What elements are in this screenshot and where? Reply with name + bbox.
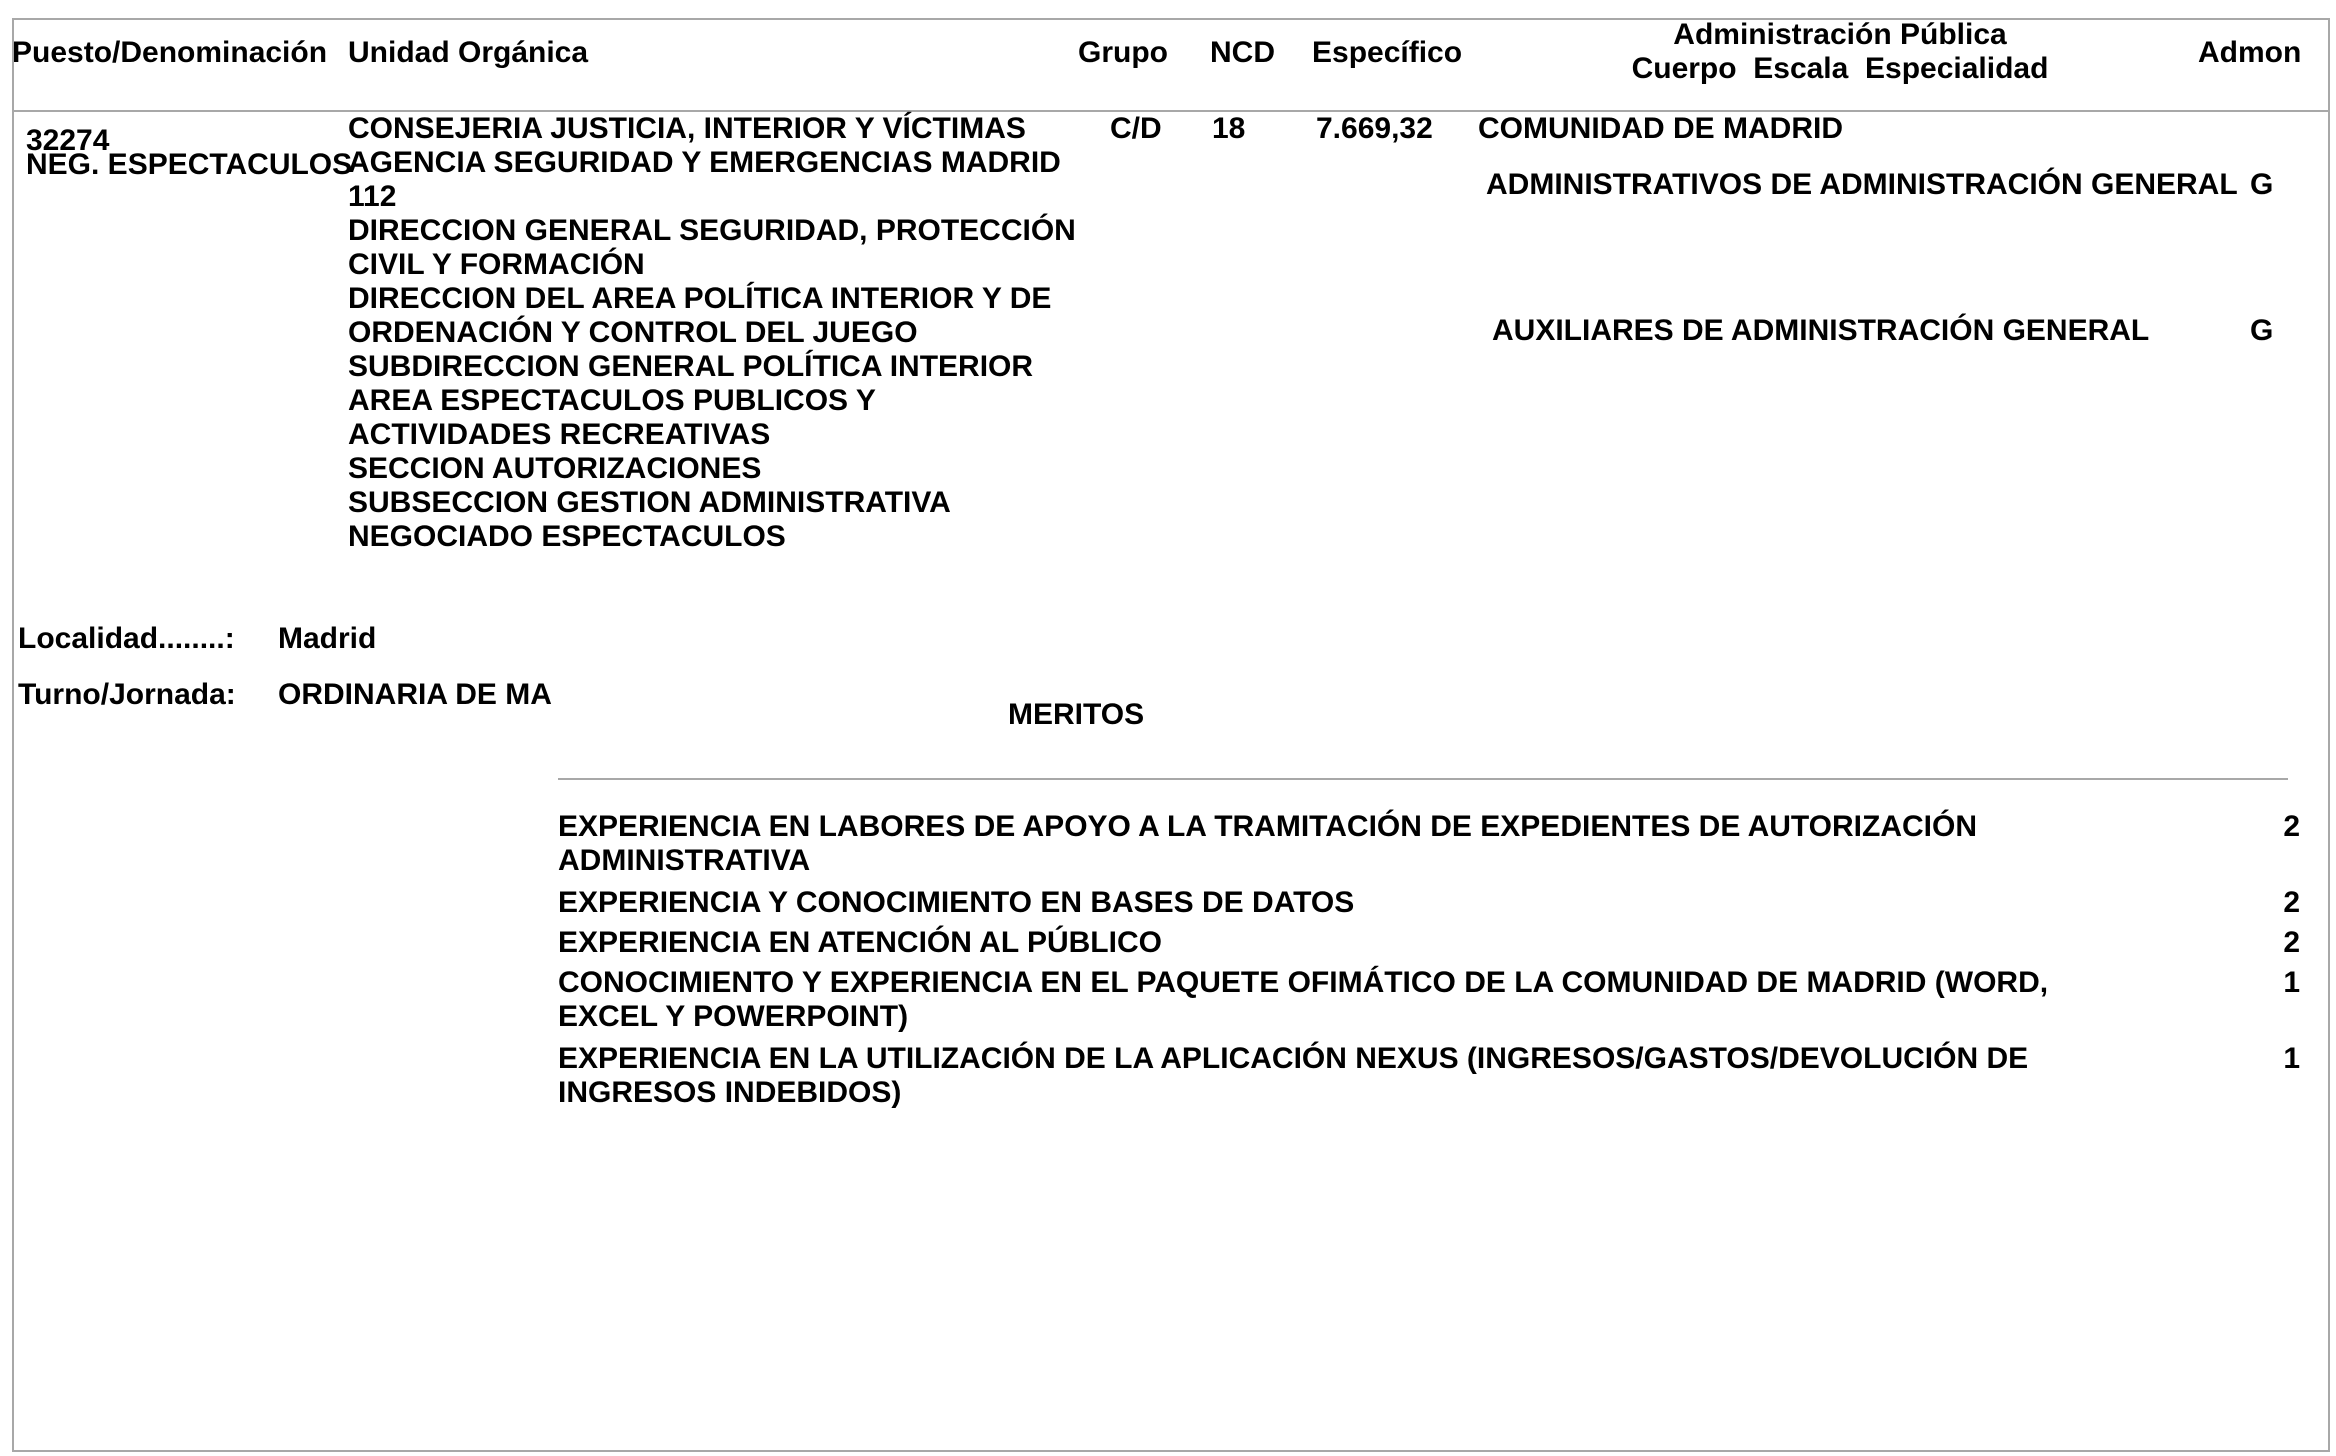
merito-score: 1 [2283,1042,2300,1075]
merito-score: 2 [2283,926,2300,959]
cuerpo-nombre: AUXILIARES DE ADMINISTRACIÓN GENERAL [1492,314,2150,347]
merito-text: CONOCIMIENTO Y EXPERIENCIA EN EL PAQUETE OFIMÁTICO DE LA COMUNIDAD DE MADRID (WORD, EXCEL Y POWERPOINT) [558,966,2049,1033]
unidad-organica [348,112,1076,554]
puesto-denominacion: NEG. ESPECTACULOS [26,148,353,181]
cuerpo-admon: G [2250,168,2274,201]
puesto-ncd: 18 [1212,112,1246,145]
merito-text: EXPERIENCIA EN LABORES DE APOYO A LA TRAMITACIÓN DE EXPEDIENTES DE AUTORIZACIÓN ADMINISTRATIVA [558,810,1978,877]
merito-score: 1 [2283,966,2300,999]
meritos-separator [558,778,2288,780]
unidad-line: DIRECCION GENERAL SEGURIDAD, PROTECCIÓN [348,214,1076,247]
merito-score: 2 [2283,886,2300,919]
puesto-administracion: COMUNIDAD DE MADRID [1478,112,1843,145]
header-ncd: NCD [1210,36,1275,69]
unidad-line: ORDENACIÓN Y CONTROL DEL JUEGO [348,316,918,349]
header-unidad: Unidad Orgánica [348,36,589,69]
unidad-line: AGENCIA SEGURIDAD Y EMERGENCIAS MADRID [348,146,1061,179]
puesto-especifico: 7.669,32 [1316,112,1433,145]
puesto-grupo: C/D [1110,112,1162,145]
unidad-line: AREA ESPECTACULOS PUBLICOS Y [348,384,876,417]
header-cuerpo-escala: Cuerpo Escala Especialidad [1631,52,2049,85]
meritos-title: MERITOS [1008,698,1145,731]
merito-text: EXPERIENCIA EN ATENCIÓN AL PÚBLICO [558,926,1162,959]
merito-score: 2 [2283,810,2300,843]
merito-text: EXPERIENCIA EN LA UTILIZACIÓN DE LA APLICACIÓN NEXUS (INGRESOS/GASTOS/DEVOLUCIÓN DE INGRESOS INDEBIDOS) [558,1042,2029,1109]
header-puesto: Puesto/Denominación [12,36,328,69]
localidad-label: Localidad........: [18,622,235,655]
unidad-line: SECCION AUTORIZACIONES [348,452,762,485]
unidad-line: SUBDIRECCION GENERAL POLÍTICA INTERIOR [348,350,1034,383]
header-especifico: Específico [1312,36,1463,69]
turno-label: Turno/Jornada: [18,678,236,711]
cuerpo-admon: G [2250,314,2274,347]
localidad-value: Madrid [278,622,377,655]
unidad-line: SUBSECCION GESTION ADMINISTRATIVA [348,486,951,519]
merito-text: EXPERIENCIA Y CONOCIMIENTO EN BASES DE DATOS [558,886,1355,919]
unidad-line: 112 [348,180,397,213]
unidad-line: NEGOCIADO ESPECTACULOS [348,520,786,553]
puesto-codigo: 32274 [26,124,110,157]
header-admin-publica: Administración Pública [1673,18,2007,51]
turno-value: ORDINARIA DE MA [278,678,552,711]
unidad-line: DIRECCION DEL AREA POLÍTICA INTERIOR Y DE [348,282,1052,315]
unidad-line: CONSEJERIA JUSTICIA, INTERIOR Y VÍCTIMAS [348,112,1026,145]
unidad-line: CIVIL Y FORMACIÓN [348,248,645,281]
header-admon: Admon [2198,36,2302,69]
header-grupo: Grupo [1078,36,1168,69]
cuerpo-nombre: ADMINISTRATIVOS DE ADMINISTRACIÓN GENERAL [1486,168,2238,201]
unidad-line: ACTIVIDADES RECREATIVAS [348,418,771,451]
